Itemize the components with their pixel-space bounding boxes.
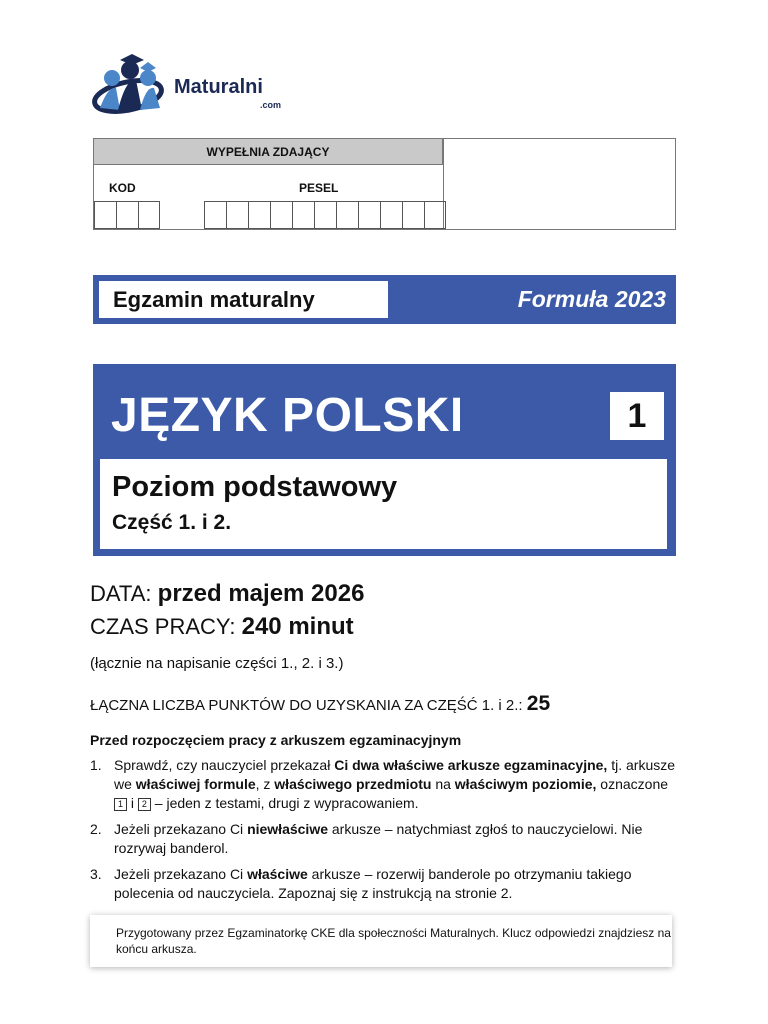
exam-title: Egzamin maturalny <box>99 281 388 318</box>
input-cell[interactable] <box>336 201 358 229</box>
kod-cells[interactable] <box>94 201 160 229</box>
input-cell[interactable] <box>358 201 380 229</box>
kod-label: KOD <box>109 181 136 195</box>
instruction-item <box>90 820 680 858</box>
total-points <box>90 692 550 716</box>
subject-inner <box>100 459 667 549</box>
input-cell[interactable] <box>248 201 270 229</box>
input-cell[interactable] <box>292 201 314 229</box>
text-part: arkusze – rozerwij banderole po otrzymaniu takiego polecenia od nauczyciela. Zapoznaj się z instrukcją na stronie 2. <box>114 866 632 901</box>
time-note: (łącznie na napisanie części 1., 2. i 3.) <box>90 655 344 672</box>
subject-level: Poziom podstawowy <box>112 471 398 503</box>
maturalni-logo <box>90 48 300 120</box>
input-cell[interactable] <box>204 201 226 229</box>
input-cell[interactable] <box>226 201 248 229</box>
instruction-number: 2. <box>90 821 102 837</box>
logo-name: Maturalni <box>174 76 263 98</box>
instructions-heading: Przed rozpoczęciem pracy z arkuszem egzaminacyjnym <box>90 732 462 748</box>
text-bold: właściwym poziomie, <box>454 776 597 792</box>
text-part: Jeżeli przekazano Ci <box>114 866 248 882</box>
exam-time <box>90 613 354 641</box>
input-cell[interactable] <box>138 201 160 229</box>
date-value: przed majem 2026 <box>157 580 365 607</box>
input-cell[interactable] <box>380 201 402 229</box>
text-part: i <box>127 795 138 811</box>
points-value: 25 <box>526 692 551 715</box>
text-part: na <box>431 776 455 792</box>
text-part: – jeden z testami, drugi z wypracowaniem. <box>150 795 419 811</box>
text-bold: Ci dwa właściwe arkusze egzaminacyjne, <box>334 757 608 773</box>
text-bold: właściwego przedmiotu <box>274 776 432 792</box>
text-part: arkusze – natychmiast zgłoś to nauczycielowi. Nie rozrywaj banderol. <box>114 821 643 856</box>
logo-suffix: .com <box>260 100 282 110</box>
instruction-item <box>90 756 680 813</box>
candidate-box <box>93 138 676 230</box>
sheet-tag-1: 1 <box>114 798 127 811</box>
text-part: oznaczone <box>596 776 669 792</box>
subject-part: Część 1. i 2. <box>112 511 232 534</box>
text-bold: właściwe <box>247 866 308 882</box>
text-part: , z <box>255 776 275 792</box>
sheet-number: 1 <box>610 392 664 440</box>
instruction-item <box>90 865 680 903</box>
text-bold: właściwej formule <box>135 776 256 792</box>
instructions <box>90 732 680 910</box>
instruction-text <box>114 756 680 813</box>
text-bold: niewłaściwe <box>247 821 328 837</box>
subject-title: JĘZYK POLSKI <box>111 389 464 442</box>
input-cell[interactable] <box>402 201 424 229</box>
points-label: ŁĄCZNA LICZBA PUNKTÓW DO UZYSKANIA ZA CZĘŚĆ 1. i 2.: <box>90 697 523 714</box>
instruction-text <box>114 865 680 903</box>
candidate-box-header: WYPEŁNIA ZDAJĄCY <box>94 139 443 165</box>
instruction-number: 3. <box>90 866 102 882</box>
text-part: Sprawdź, czy nauczyciel przekazał <box>114 757 335 773</box>
pesel-cells[interactable] <box>204 201 446 229</box>
instruction-text <box>114 820 680 858</box>
input-cell[interactable] <box>424 201 446 229</box>
footer-note: Przygotowany przez Egzaminatorkę CKE dla społeczności Maturalnych. Klucz odpowiedzi znajdziesz na końcu arkusza. <box>90 915 672 967</box>
text-part: Jeżeli przekazano Ci <box>114 821 248 837</box>
input-cell[interactable] <box>314 201 336 229</box>
logo-emblem-icon <box>90 48 174 120</box>
sheet-tag-2: 2 <box>138 798 151 811</box>
input-cell[interactable] <box>94 201 116 229</box>
text-part: tj. arkusze we <box>114 757 676 792</box>
input-cell[interactable] <box>270 201 292 229</box>
instruction-number: 1. <box>90 757 102 773</box>
subject-block <box>93 364 676 556</box>
exam-date <box>90 580 364 608</box>
date-label: DATA: <box>90 581 152 606</box>
pesel-label: PESEL <box>299 181 339 195</box>
time-label: CZAS PRACY: <box>90 614 236 639</box>
exam-formula: Formuła 2023 <box>517 286 666 312</box>
exam-bar <box>93 275 676 324</box>
time-value: 240 minut <box>241 613 354 640</box>
input-cell[interactable] <box>116 201 138 229</box>
